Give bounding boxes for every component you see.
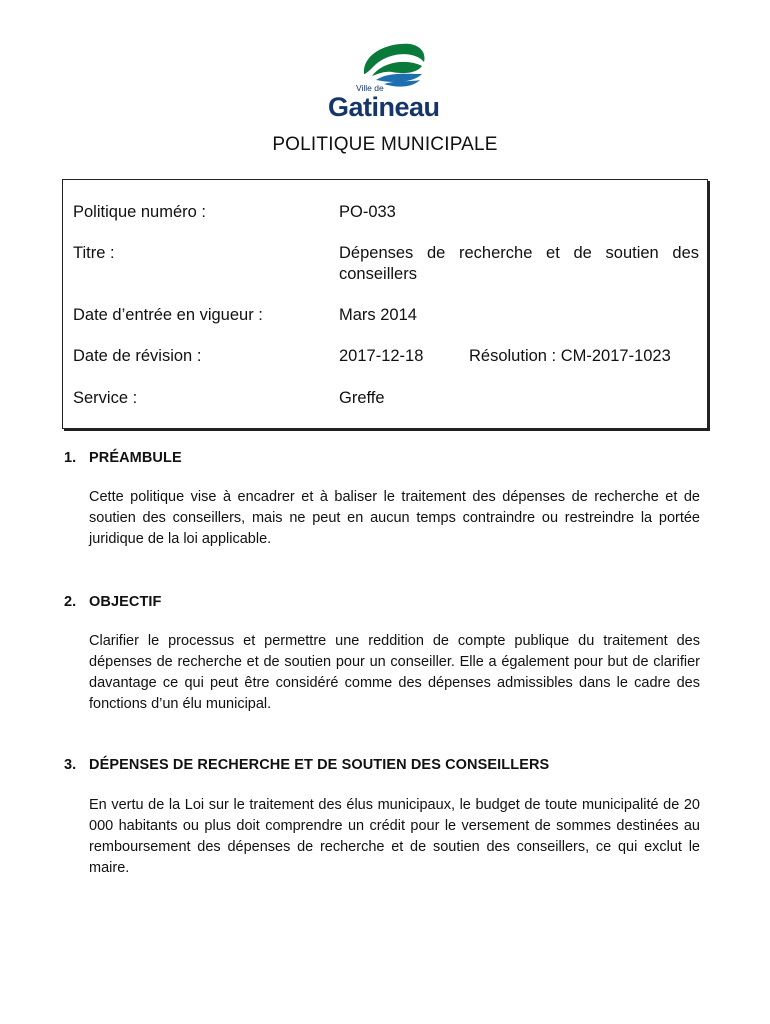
- section-paragraph-depenses: En vertu de la Loi sur le traitement des élus municipaux, le budget de toute municipalité de 20 000 habitants ou plus doit comprendre un crédit pour le versement de sommes destinées au remboursement des dépenses de recherche et de soutien des conseillers, ce qui exclut le maire.: [89, 797, 700, 876]
- section-heading-preambule: [64, 450, 182, 466]
- policy-title-value: Dépenses de recherche et de soutien des conseillers: [339, 244, 699, 283]
- section-title: OBJECTIF: [89, 594, 162, 610]
- revision-date-label: Date de révision :: [73, 347, 202, 365]
- section-paragraph-preambule: Cette politique vise à encadrer et à baliser le traitement des dépenses de recherche et de soutien des conseillers, mais ne peut en aucun temps contraindre ou restreindre la portée juridique de la loi applicable.: [89, 489, 700, 547]
- section-number: 2.: [64, 594, 77, 610]
- section-heading-objectif: [64, 594, 162, 610]
- effective-date-label: Date d’entrée en vigueur :: [73, 306, 263, 324]
- effective-date-value: Mars 2014: [339, 306, 417, 324]
- section-title: DÉPENSES DE RECHERCHE ET DE SOUTIEN DES CONSEILLERS: [89, 757, 550, 773]
- section-heading-depenses: [64, 757, 549, 773]
- section-number: 3.: [64, 757, 77, 773]
- logo-prefix: Ville de: [356, 83, 384, 93]
- logo-emblem-icon: [364, 44, 425, 87]
- service-label: Service :: [73, 389, 138, 407]
- policy-title-label: Titre :: [73, 244, 115, 262]
- gatineau-logo: [322, 40, 446, 120]
- section-paragraph-objectif: Clarifier le processus et permettre une reddition de compte publique du traitement des dépenses de recherche et de soutien pour un conseiller. Elle a également pour but de clarifier davantage ce qui peut être considéré comme des dépenses admissibles dans le cadre des fonctions d’un élu municipal.: [89, 633, 700, 712]
- policy-info-box: [62, 179, 708, 429]
- policy-number-label: Politique numéro :: [73, 203, 206, 221]
- service-value: Greffe: [339, 389, 385, 407]
- section-number: 1.: [64, 450, 77, 466]
- logo-name: Gatineau: [328, 92, 440, 120]
- revision-date-value: 2017-12-18: [339, 347, 424, 365]
- document-title: POLITIQUE MUNICIPALE: [272, 134, 498, 155]
- policy-number-value: PO-033: [339, 203, 396, 221]
- section-title: PRÉAMBULE: [89, 450, 182, 466]
- resolution-reference: Résolution : CM-2017-1023: [469, 347, 671, 365]
